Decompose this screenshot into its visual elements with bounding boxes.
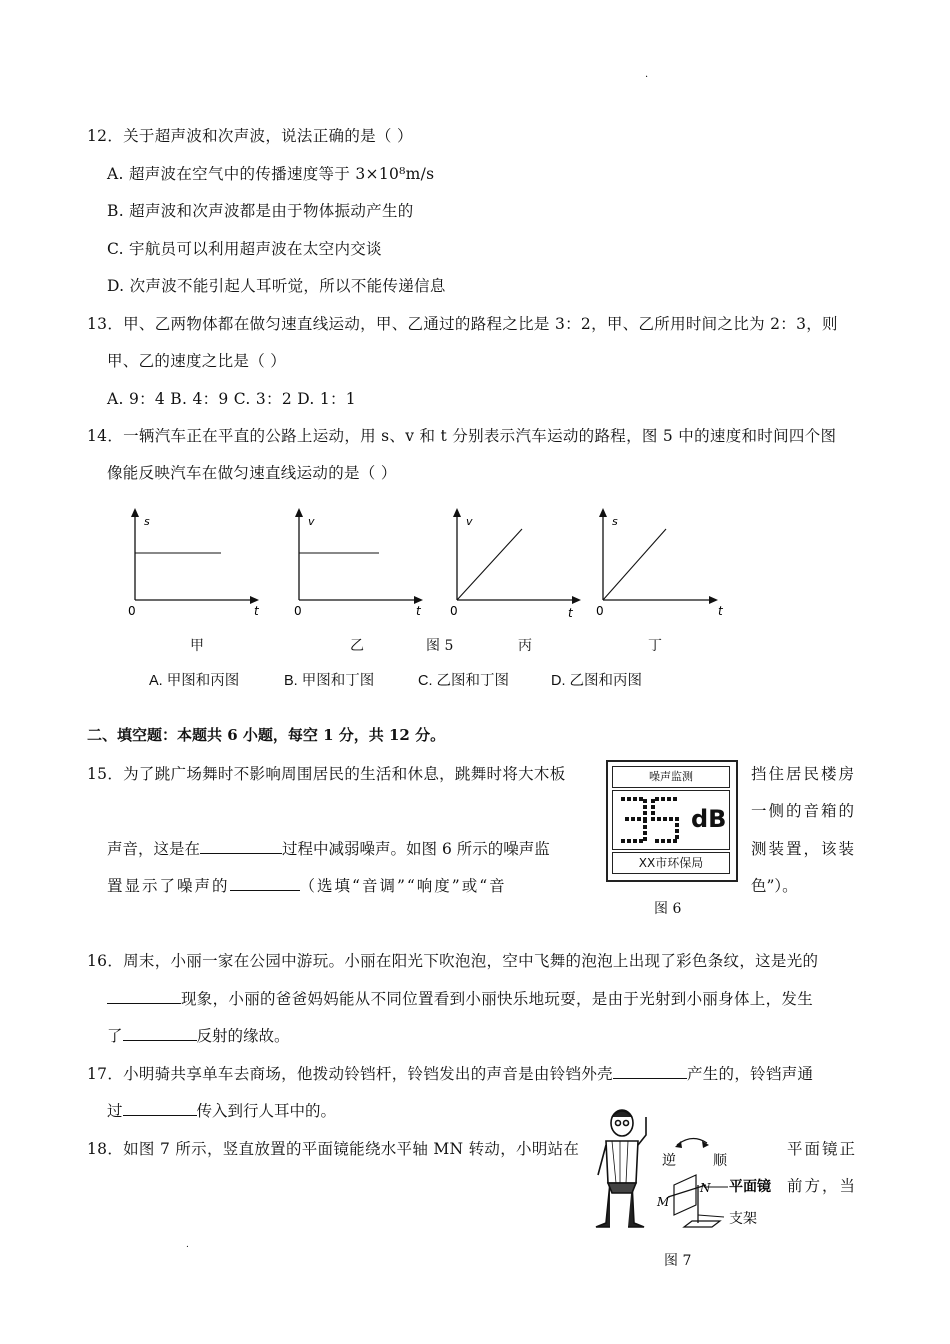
graph-ding-line [603,529,666,600]
figure-7-caption: 图 7 [664,1253,692,1269]
label-mirror: 平面镜 [729,1179,771,1195]
graph-bing [440,505,590,620]
graph-bing-origin: 0 [450,604,458,618]
figure-7-illustration [592,1105,782,1240]
graph-jia [118,505,268,620]
graph-ding-origin: 0 [596,604,604,618]
question-13-options: A. 9：4 B. 4：9 C. 3：2 D. 1：1 [107,390,356,408]
question-15-line3-right: 测装置，该装 [751,840,857,858]
question-15-line1-right: 挡住居民楼房 [751,765,857,783]
label-shun: 顺 [713,1153,727,1169]
question-15-line3-text-a: 声音，这是在 [107,840,201,858]
question-12-option-b: B. 超声波和次声波都是由于物体振动产生的 [107,202,414,220]
noise-monitor-digits [617,795,687,845]
question-14-option-d: D. 乙图和丙图 [551,673,643,689]
graph-yi-origin: 0 [294,604,302,618]
question-16-line2-text: 现象，小丽的爸爸妈妈能从不同位置看到小丽快乐地玩耍，是由于光射到小丽身体上，发生 [181,990,814,1008]
graph-yi-x-label: t [416,604,421,618]
question-17-blank-2[interactable] [123,1101,197,1116]
question-15-line2-right: 一侧的音箱的 [751,802,857,820]
question-16-line3-text-a: 了 [107,1027,123,1045]
question-18-line2-right: 前方，当 [787,1177,858,1195]
label-stand: 支架 [729,1211,757,1227]
mirror-shape [674,1175,696,1215]
question-17-line2-text-a: 过 [107,1102,123,1120]
noise-monitor-unit: dB [691,805,727,833]
question-15-line4-left [107,874,507,896]
question-15-line1-left: 15．为了跳广场舞时不影响周围居民的生活和休息，跳舞时将大木板 [87,765,566,783]
graph-ding [586,505,736,620]
graph-ding-caption: 丁 [648,638,662,654]
graph-jia-x-label: t [254,604,259,618]
noise-monitor-title: 噪声监测 [612,766,730,788]
graph-yi [282,505,432,620]
question-17-line1-text-b: 产生的，铃铛声通 [686,1065,814,1083]
label-ni: 逆 [662,1153,676,1169]
question-16-line1: 16．周末，小丽一家在公园中游玩。小丽在阳光下吹泡泡，空中飞舞的泡泡上出现了彩色条纹，这是光的 [87,952,819,970]
section-2-heading: 二、填空题：本题共 6 小题，每空 1 分，共 12 分。 [87,726,446,744]
question-16-blank-1[interactable] [107,989,181,1004]
question-15-line4-right: 色”）。 [751,877,798,895]
question-15-blank-2[interactable] [230,876,300,891]
question-15-line4-text-a: 置显示了噪声的 [107,877,230,895]
graph-bing-y-label: v [466,515,473,528]
graph-jia-origin: 0 [128,604,136,618]
figure-5-caption: 图 5 [426,638,454,654]
question-12-stem: 12．关于超声波和次声波，说法正确的是（ ） [87,127,413,145]
question-16-blank-2[interactable] [123,1026,197,1041]
person-figure [596,1110,646,1227]
question-15-line3-text-b: 过程中减弱噪声。如图 6 所示的噪声监 [282,840,550,858]
graph-bing-caption: 丙 [518,638,532,654]
question-14-stem-line2: 像能反映汽车在做匀速直线运动的是（ ） [107,464,397,482]
question-12-option-d: D. 次声波不能引起人耳听觉，所以不能传递信息 [107,277,446,295]
question-14-stem-line1: 14．一辆汽车正在平直的公路上运动，用 s、v 和 t 分别表示汽车运动的路程，图 5 中的速度和时间四个图 [87,427,837,445]
header-dot: · [645,72,649,83]
question-17-line1 [87,1062,813,1084]
graph-ding-y-label: s [612,515,618,528]
graph-jia-y-label: s [144,515,150,528]
question-16-line3 [107,1024,290,1046]
question-12-option-c: C. 宇航员可以利用超声波在太空内交谈 [107,240,382,258]
graph-bing-line [457,529,522,600]
graph-ding-x-label: t [718,604,723,618]
graph-yi-y-label: v [308,515,315,528]
label-n: N [700,1181,711,1195]
question-17-line2-text-b: 传入到行人耳中的。 [196,1102,337,1120]
question-18-line1-right: 平面镜正 [787,1140,858,1158]
footer-dot: . [186,1240,189,1250]
question-14-option-a: A. 甲图和丙图 [149,673,240,689]
question-16-line2 [107,987,813,1009]
question-15-blank-1[interactable] [200,839,282,854]
noise-monitor-display [612,790,730,850]
graph-jia-caption: 甲 [190,638,204,654]
question-17-line1-text-a: 17．小明骑共享单车去商场，他拨动铃铛杆，铃铛发出的声音是由铃铛外壳 [87,1065,613,1083]
question-17-blank-1[interactable] [613,1064,687,1079]
stand-base [684,1221,720,1227]
question-13-stem-line2: 甲、乙的速度之比是（ ） [107,352,287,370]
noise-monitor-footer: XX市环保局 [612,852,730,874]
label-m: M [657,1195,670,1209]
graph-yi-caption: 乙 [350,638,364,654]
noise-monitor-device [606,760,738,882]
graph-bing-x-label: t [568,606,573,620]
question-12-option-a: A. 超声波在空气中的传播速度等于 3×10⁸m/s [107,165,435,183]
question-15-line3-left [107,837,550,859]
question-18-line1-left: 18．如图 7 所示，竖直放置的平面镜能绕水平轴 MN 转动，小明站在 [87,1140,580,1158]
question-16-line3-text-b: 反射的缘故。 [196,1027,290,1045]
question-14-option-c: C. 乙图和丁图 [418,673,510,689]
question-13-stem-line1: 13．甲、乙两物体都在做匀速直线运动，甲、乙通过的路程之比是 3：2，甲、乙所用时间之比为 2：3，则 [87,315,838,333]
question-17-line2 [107,1099,336,1121]
question-15-line4-text-b: （选填“音调”“响度”或“音 [299,877,507,895]
figure-6-caption: 图 6 [654,901,682,917]
question-14-option-b: B. 甲图和丁图 [284,673,375,689]
